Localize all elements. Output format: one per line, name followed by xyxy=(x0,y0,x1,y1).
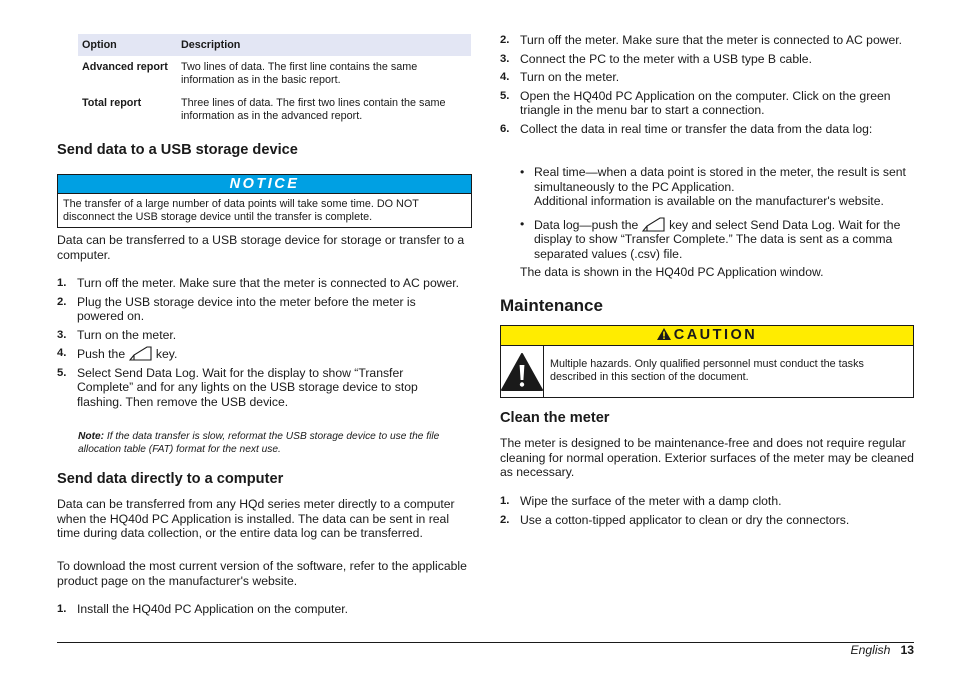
table-cell-option: Total report xyxy=(82,97,142,109)
option-table xyxy=(78,34,471,123)
notice-text: The transfer of a large number of data points will take some time. DO NOT disconnect the USB storage device until the transfer is complete. xyxy=(63,198,419,223)
list-item: 1. Install the HQ40d PC Application on the computer. xyxy=(57,602,348,616)
footer-language: English xyxy=(850,643,891,657)
table-cell-option: Advanced report xyxy=(82,61,168,73)
table-row xyxy=(78,56,471,87)
list-item: • Real time—when a data point is stored in the meter, the result is sent simultaneously to the PC Application. Additional information is available on the manufacturer's website. xyxy=(520,165,906,208)
caution-label: CAUTION xyxy=(673,327,758,343)
caution-header xyxy=(501,326,913,346)
list-item: 6. Collect the data in real time or transfer the data from the data log: xyxy=(500,121,873,136)
page-number: 13 xyxy=(900,643,914,657)
list-item: 4. Push the key. xyxy=(57,347,178,361)
maintenance-heading: Maintenance xyxy=(500,296,603,315)
send-key-icon xyxy=(129,346,153,361)
caution-box xyxy=(500,325,914,398)
usb-note: Note: If the data transfer is slow, reformat the USB storage device to use the file allocation table (FAT) format for the next use. xyxy=(78,431,440,455)
warning-icon xyxy=(657,328,671,340)
clean-para: The meter is designed to be maintenance-free and does not require regular cleaning for normal operation. Exterior surfaces of the meter may be cleaned as necessary. xyxy=(500,436,914,479)
list-item: 4. Turn on the meter. xyxy=(500,70,620,84)
list-item: 2. Turn off the meter. Make sure that the meter is connected to AC power. xyxy=(500,33,903,47)
list-item: 5. Select Send Data Log. Wait for the display to show “Transfer Complete” and for any lights on the USB storage device to stop flashing. Then remove the USB device. xyxy=(57,365,418,409)
table-header-description: Description xyxy=(177,34,471,56)
table-cell-description: Two lines of data. The first line contains the same information as in the basic report. xyxy=(181,61,418,86)
list-item: 2. Plug the USB storage device into the meter before the meter is powered on. xyxy=(57,294,416,323)
list-item: 3. Turn on the meter. xyxy=(57,327,177,342)
caution-text: Multiple hazards. Only qualified personnel must conduct the tasks described in this section of the document. xyxy=(550,358,864,383)
list-item: 1. Wipe the surface of the meter with a damp cloth. xyxy=(500,494,782,508)
send-key-icon xyxy=(642,217,666,232)
caution-body xyxy=(501,346,913,398)
table-cell-description: Three lines of data. The first two lines contain the same information as in the advanced report. xyxy=(181,97,446,122)
collect-bullets xyxy=(520,165,910,261)
computer-closing: The data is shown in the HQ40d PC Application window. xyxy=(520,265,824,279)
page-footer xyxy=(850,643,914,657)
table-header-option: Option xyxy=(78,34,177,56)
warning-triangle-icon xyxy=(501,346,544,398)
clean-steps xyxy=(500,494,905,527)
usb-intro: Data can be transferred to a USB storage device for storage or transfer to a computer. xyxy=(57,233,465,262)
list-item: • Data log—push the key and select Send Data Log. Wait for the display to show “Transfer Complete.” The data is sent as a comma separated values (.csv) file. xyxy=(520,216,901,261)
list-item: 2. Use a cotton-tipped applicator to clean or dry the connectors. xyxy=(500,512,850,527)
computer-heading: Send data directly to a computer xyxy=(57,471,284,487)
list-item: 3. Connect the PC to the meter with a USB type B cable. xyxy=(500,51,812,66)
clean-heading: Clean the meter xyxy=(500,410,610,426)
table-row xyxy=(78,87,471,123)
computer-steps-right xyxy=(500,33,905,136)
notice-box xyxy=(57,174,472,228)
list-item: 5. Open the HQ40d PC Application on the computer. Click on the green triangle in the menu bar to start a connection. xyxy=(500,88,891,117)
usb-steps xyxy=(57,276,462,409)
usb-heading: Send data to a USB storage device xyxy=(57,142,298,158)
footer-divider xyxy=(57,642,914,643)
computer-para-2: To download the most current version of the software, refer to the applicable product page on the manufacturer's website. xyxy=(57,559,467,588)
computer-para-1: Data can be transferred from any HQd series meter directly to a computer when the HQ40d PC Application is installed. The data can be sent in real time during data collection, or the entire data log can be transferred. xyxy=(57,497,455,540)
list-item: 1. Turn off the meter. Make sure that the meter is connected to AC power. xyxy=(57,276,460,290)
computer-steps-left xyxy=(57,602,462,617)
notice-label: NOTICE xyxy=(58,175,471,194)
